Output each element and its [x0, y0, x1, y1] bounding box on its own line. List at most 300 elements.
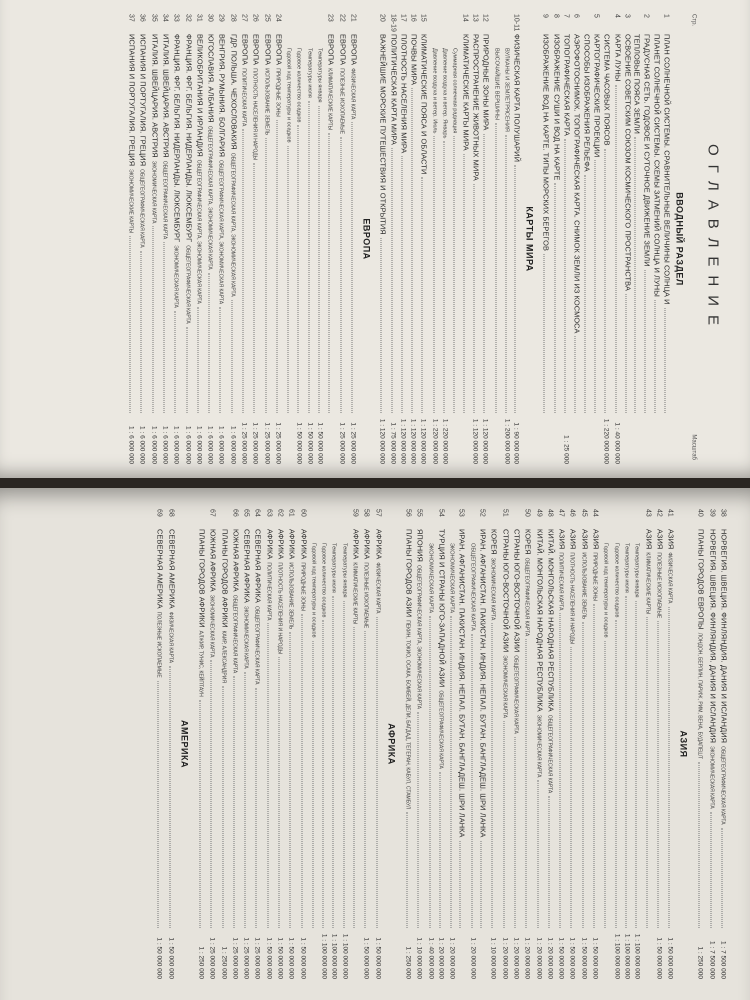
dot-leader	[571, 647, 577, 928]
dot-leader	[163, 242, 169, 413]
map-scale: 1 : 220 000 000	[441, 418, 449, 464]
toc-entry	[601, 14, 611, 464]
page-number: 13	[471, 14, 479, 22]
dot-leader	[323, 620, 329, 928]
page-number: 64	[253, 509, 261, 517]
toc-entry	[308, 509, 318, 979]
entry-subtitle: ФИЗИЧЕСКАЯ КАРТА	[374, 562, 381, 614]
map-scale: 1 : 220 000 000	[431, 418, 439, 464]
dot-leader	[451, 616, 457, 928]
map-scale: 1 : 120 000 000	[481, 418, 489, 464]
entry-title: ПЛОТНОСТЬ НАСЕЛЕНИЯ МИРА	[399, 34, 409, 154]
toc-entry	[325, 14, 336, 464]
entry-title: АЗИЯ	[655, 529, 665, 550]
dot-leader	[654, 300, 660, 413]
page-number: 68	[167, 509, 175, 517]
page-number: 29	[217, 14, 225, 22]
map-scale: 1 : 250 000	[197, 946, 205, 979]
dot-leader	[343, 601, 349, 928]
entry-subtitle: ПОЛЕЗНЫЕ ИСКОПАЕМЫЕ	[155, 611, 162, 678]
entry-title: ВАЖНЕЙШИЕ МОРСКИЕ ПУТЕШЕСТВИЯ И ОТКРЫТИЯ	[378, 34, 388, 235]
page-number: 32	[184, 14, 192, 22]
toc-entry	[460, 14, 470, 464]
toc-entry	[661, 14, 671, 464]
dot-leader	[433, 136, 439, 413]
column-headers	[691, 14, 697, 464]
dot-leader	[381, 238, 387, 413]
dot-leader	[308, 101, 314, 413]
entry-title: ЭКОНОМИЧЕСКАЯ КАРТА	[427, 543, 434, 614]
entry-title: СЕВЕРНАЯ АМЕРИКА	[167, 529, 177, 609]
entry-subtitle: ПРИРОДНЫЕ ЗОНЫ	[274, 68, 281, 117]
entry-title: Температуры июля	[623, 543, 630, 593]
entry-title: ЕВРОПА	[240, 34, 250, 66]
dot-leader	[211, 660, 217, 928]
dot-leader	[233, 676, 239, 928]
dot-leader	[245, 672, 251, 928]
entry-title: АФРИКА	[374, 529, 384, 560]
entry-title: АЗИЯ	[591, 529, 601, 550]
page-number: 21	[349, 14, 357, 22]
map-scale: 1 : 120 000 000	[399, 418, 407, 464]
entry-title: ФРАНЦИЯ. ФРГ. БЕЛЬГИЯ. НИДЕРЛАНДЫ. ЛЮКСЕМБУРГ	[172, 34, 182, 243]
entry-subtitle: ОБЩЕГЕОГРАФИЧЕСКАЯ КАРТА	[437, 690, 444, 769]
dot-leader	[351, 122, 357, 413]
page-number: 59	[351, 509, 359, 517]
page-number: 22	[338, 14, 346, 22]
dot-leader	[665, 308, 671, 413]
entry-subtitle: ЛОНДОН, БЕРЛИН, ПАРИЖ, РИМ, ВЕНА, БУДАПЕШТ	[696, 632, 703, 759]
section-heading: ВВОДНЫЙ РАЗДЕЛ	[674, 192, 685, 286]
page-number: 12	[481, 14, 489, 22]
toc-entry	[240, 509, 251, 979]
entry-title: АЗИЯ	[557, 529, 567, 550]
map-scale: 1 : 50 000 000	[568, 937, 576, 979]
page-number: 30	[206, 14, 214, 22]
entry-title: ПЛАНЫ ГОРОДОВ АФРИКИ	[220, 529, 230, 628]
entry-title: ЕВРОПА	[338, 34, 348, 66]
entry-title: КАРТА ЛУНЫ	[613, 34, 623, 82]
dot-leader	[298, 125, 304, 413]
entry-title: ИРАН. АФГАНИСТАН. ПАКИСТАН. ИНДИЯ. НЕПАЛ. БУТАН. БАНГЛАДЕШ. ШРИ ЛАНКА	[478, 529, 488, 838]
entry-subtitle: ПОЛЕЗНЫЕ ИСКОПАЕМЫЕ	[655, 552, 662, 619]
page-number: 67	[208, 509, 216, 517]
page-title: ОГЛАВЛЕНИЕ	[704, 143, 722, 335]
page-number: 66	[231, 509, 239, 517]
entry-title: СЕВЕРНАЯ АМЕРИКА	[155, 529, 165, 609]
page-number: 54	[437, 509, 445, 517]
toc-entry	[408, 14, 418, 464]
toc-entry	[521, 509, 532, 979]
map-scale: 1 : 25 000	[562, 435, 570, 464]
toc-entry	[622, 14, 632, 464]
map-scale: 1 : 40 000 000	[427, 937, 435, 979]
map-scale: 1 : 20 000 000	[437, 937, 445, 979]
map-scale: 1 : 50 000 000	[287, 937, 295, 979]
page-number: 37	[127, 14, 135, 22]
entry-title: Температуры января	[633, 543, 640, 598]
dot-leader	[412, 88, 418, 413]
entry-subtitle: ОБЩЕГЕОГРАФИЧЕСКАЯ КАРТА	[231, 594, 238, 674]
toc-entry	[601, 509, 611, 979]
map-scale: 1 : 7 500 000	[719, 941, 727, 979]
left-page	[0, 0, 750, 478]
toc-entry	[533, 509, 544, 979]
toc-entry	[480, 14, 490, 464]
map-scale: 1 : 50 000 000	[374, 937, 382, 979]
entry-title: ЭКОНОМИЧЕСКАЯ КАРТА	[448, 543, 455, 614]
dot-leader	[429, 616, 435, 928]
dot-leader	[537, 780, 543, 928]
dot-leader	[710, 812, 716, 928]
page-number: 16	[409, 14, 417, 22]
page-number: 62	[276, 509, 284, 517]
entry-title: Суммарная солнечная радиация	[451, 48, 458, 134]
right-page-content	[18, 509, 733, 979]
page-number: 40	[696, 509, 704, 517]
entry-subtitle: АЛЖИР, ТУНИС, КЕЙПТАУН	[197, 630, 204, 697]
map-scale: 1 : 25 000 000	[349, 422, 357, 464]
map-scale: 1 : 10 000 000	[489, 937, 497, 979]
page-number: 65	[242, 509, 250, 517]
section-heading: ЕВРОПА	[361, 218, 372, 260]
entry-title: СТРАНЫ ЮГО-ВОСТОЧНОЙ АЗИИ	[501, 529, 511, 653]
dot-leader	[548, 796, 554, 928]
map-scale: 1 : 50 000 000	[557, 937, 565, 979]
map-scale: 1 : 250 000	[220, 946, 228, 979]
entry-title: ПЛАНЫ ГОРОДОВ АЗИИ	[404, 529, 414, 618]
dot-leader	[439, 772, 445, 928]
map-scale: 1 : 6 000 000	[206, 426, 214, 464]
map-scale: 1 : 50 000 000	[299, 937, 307, 979]
entry-title: ПЛАНЕТ СОЛНЕЧНОЙ СИСТЕМЫ. СХЕМЫ ЗАТМЕНИЙ СОЛНЦА И ЛУНЫ	[652, 34, 662, 297]
entry-title: ИРАН. АФГАНИСТАН. ПАКИСТАН. ИНДИЯ. НЕПАЛ. БУТАН. БАНГЛАДЕШ. ШРИ ЛАНКА	[457, 529, 467, 838]
map-scale: 1 : 25 000 000	[231, 937, 239, 979]
toc-entry	[470, 14, 480, 464]
entry-subtitle: ПЛОТНОСТЬ НАСЕЛЕНИЯ И НАРОДЫ	[251, 68, 258, 161]
map-scale: 1 : 50 000 000	[362, 937, 370, 979]
dot-leader	[391, 148, 397, 413]
toc-entry	[252, 509, 263, 979]
entry-title: СПОСОБЫ ИЗОБРАЖЕНИЯ РЕЛЬЕФА	[582, 34, 592, 172]
dot-leader	[256, 688, 262, 928]
toc-entry	[501, 14, 511, 464]
dot-leader	[243, 129, 249, 413]
page-number: 53	[457, 509, 465, 517]
toc-entry	[591, 14, 601, 464]
map-scale: 1 : 75 000 000	[389, 422, 397, 464]
toc-entry	[413, 509, 424, 979]
toc-entry	[182, 14, 193, 464]
dot-leader	[605, 149, 611, 413]
entry-title: АЗИЯ	[580, 529, 590, 550]
toc-entry	[488, 509, 499, 979]
dot-leader	[209, 273, 215, 413]
dot-leader	[333, 596, 339, 928]
toc-entry	[206, 509, 217, 979]
entry-subtitle: ФИЗИЧЕСКАЯ КАРТА	[167, 611, 174, 663]
dot-leader	[560, 613, 566, 928]
map-scale: 1 : 250 000	[404, 946, 412, 979]
map-scale: 1 : 50 000 000	[316, 422, 324, 464]
dot-leader	[231, 300, 237, 413]
entry-title: АЗИЯ	[666, 529, 676, 550]
dot-leader	[473, 184, 479, 413]
page-number: 10-11	[512, 14, 520, 32]
entry-subtitle: ОБЩЕГЕОГРАФИЧЕСКАЯ КАРТА	[719, 746, 726, 825]
dot-leader	[526, 639, 532, 928]
toc-entry	[329, 509, 339, 979]
entry-title: ЕВРОПА	[251, 34, 261, 66]
entry-title: ЕВРОПА	[263, 34, 273, 66]
map-scale: 1 : 6 000 000	[161, 426, 169, 464]
entry-title: ИСПАНИЯ И ПОРТУГАЛИЯ. ГРЕЦИЯ	[127, 34, 137, 167]
entry-title: ЯПОНИЯ	[415, 529, 425, 562]
entry-subtitle: ОБЩЕГЕОГРАФИЧЕСКАЯ КАРТА	[512, 655, 519, 734]
entry-title: НОРВЕГИЯ. ШВЕЦИЯ. ФИНЛЯНДИЯ. ДАНИЯ И ИСЛАНДИЯ	[708, 529, 718, 744]
map-scale: 1 : 6 000 000	[127, 426, 135, 464]
toc-entry	[491, 14, 501, 464]
entry-title: Температуры июля	[331, 543, 337, 593]
toc-entry	[621, 509, 631, 979]
toc-entry	[589, 509, 600, 979]
entry-title: КЛИМАТИЧЕСКИЕ ПОЯСА И ОБЛАСТИ	[419, 34, 429, 175]
entry-title: Годовое количество осадков	[320, 543, 327, 618]
dot-leader	[158, 681, 164, 928]
toc-entry	[567, 509, 578, 979]
toc-entry	[125, 14, 136, 464]
toc-entry	[272, 14, 283, 464]
dot-leader	[454, 136, 460, 413]
toc-entry	[435, 509, 446, 979]
entry-title: ОБЩЕГЕОГРАФИЧЕСКАЯ КАРТА	[469, 543, 476, 631]
dot-leader	[615, 85, 621, 413]
page-number: 4	[613, 14, 621, 18]
entry-title: ПЛАН СОЛНЕЧНОЙ СИСТЕМЫ. СРАВНИТЕЛЬНЫЕ ВЕЛИЧИНЫ СОЛНЦА И	[662, 34, 672, 305]
entry-subtitle: ЭКОНОМИЧЕСКАЯ КАРТА	[708, 746, 715, 809]
entry-subtitle: ПОЛЕЗНЫЕ ИСКОПАЕМЫЕ	[338, 68, 345, 135]
section-heading: АМЕРИКА	[179, 720, 190, 768]
dot-leader	[471, 634, 477, 928]
entry-title: ЕВРОПА	[326, 34, 336, 66]
entry-title: ИЗОБРАЖЕНИЕ ВОД НА КАРТЕ. ТИПЫ МОРСКИХ БЕРЕГОВ	[541, 34, 551, 251]
entry-title: ФРАНЦИЯ. ФРГ. БЕЛЬГИЯ. НИДЕРЛАНДЫ. ЛЮКСЕМБУРГ	[184, 34, 194, 243]
map-scale: 1 : 120 000 000	[378, 418, 386, 464]
dot-leader	[657, 621, 663, 928]
page-number: 15	[419, 14, 427, 22]
page-number: 31	[195, 14, 203, 22]
entry-title: ВЕЛИКОБРИТАНИЯ И ИРЛАНДИЯ	[195, 34, 205, 157]
map-scale: 1 : 7 500 000	[708, 941, 716, 979]
toc-entry	[349, 509, 360, 979]
dot-leader	[594, 160, 600, 413]
page-number: 63	[265, 509, 273, 517]
entry-subtitle: ПОЛИТИЧЕСКАЯ КАРТА	[265, 562, 272, 621]
dot-leader	[699, 762, 705, 928]
dot-leader	[276, 120, 282, 413]
dot-leader	[646, 617, 652, 928]
toc-entry	[263, 509, 274, 979]
dot-leader	[222, 686, 228, 928]
dot-leader	[418, 712, 424, 928]
map-scale: 1 : 20 000 000	[512, 937, 520, 979]
dot-leader	[406, 812, 412, 928]
dot-leader	[584, 175, 590, 413]
toc-entry	[314, 14, 324, 464]
dot-leader	[503, 721, 509, 928]
dot-leader	[220, 307, 226, 413]
dot-leader	[376, 617, 382, 928]
map-scale: 1 : 250 000	[696, 946, 704, 979]
dot-leader	[565, 139, 571, 413]
dot-leader	[265, 138, 271, 413]
page-number: 28	[229, 14, 237, 22]
section-spacer	[729, 509, 733, 979]
map-scale: 1 : 50 000 000	[276, 937, 284, 979]
dot-leader	[495, 123, 501, 413]
page-number: 48	[546, 509, 554, 517]
toc-entry	[154, 509, 165, 979]
map-scale: 1 : 6 000 000	[172, 426, 180, 464]
dot-leader	[444, 141, 450, 413]
toc-entry	[510, 509, 521, 979]
toc-entry	[318, 509, 328, 979]
entry-subtitle: ОБЩЕГЕОГРАФИЧЕСКАЯ КАРТА	[161, 160, 168, 240]
page-number: 42	[655, 509, 663, 517]
dot-leader	[460, 841, 466, 928]
dot-leader	[505, 135, 511, 413]
toc-entry	[274, 509, 285, 979]
toc-entry	[457, 509, 467, 979]
page-number: 41	[666, 509, 674, 517]
dot-leader	[401, 156, 407, 413]
map-scale: 1 : 100 000 000	[613, 933, 621, 979]
page-number: 58	[362, 509, 370, 517]
toc-entry	[653, 509, 664, 979]
dot-leader	[481, 841, 487, 928]
entry-subtitle: ОБЩЕГЕОГРАФИЧЕСКАЯ КАРТА, ЭКОНОМИЧЕСКАЯ КАРТА	[217, 160, 224, 305]
map-scale: 1 : 200 000 000	[503, 418, 511, 464]
entry-title: СИСТЕМА ЧАСОВЫХ ПОЯСОВ	[602, 34, 612, 146]
toc-entry	[561, 14, 571, 464]
map-scale: 1 : 50 000 000	[155, 937, 163, 979]
dot-leader	[492, 623, 498, 928]
dot-leader	[636, 601, 642, 928]
entry-title: ГДР. ПОЛЬША. ЧЕХОСЛОВАКИЯ	[229, 34, 239, 150]
toc-entry	[372, 509, 383, 979]
toc-entry	[388, 14, 398, 464]
entry-subtitle: ПЛОТНОСТЬ НАСЕЛЕНИЯ И НАРОДЫ	[276, 562, 283, 655]
scale-column-header: Масштаб	[690, 434, 697, 460]
dot-leader	[267, 623, 273, 928]
toc-entry	[238, 14, 249, 464]
entry-title: СЕВЕРНАЯ АФРИКА	[242, 529, 252, 603]
map-scale: 1 : 50 000 000	[591, 937, 599, 979]
toc-entry	[204, 14, 215, 464]
entry-title: АФРИКА	[362, 529, 372, 560]
toc-entry	[425, 509, 435, 979]
page-number: 17	[399, 14, 407, 22]
map-scale: 1 : 120 000 000	[409, 418, 417, 464]
entry-title: Давление воздуха и ветер. Январь	[441, 48, 448, 139]
toc-entry	[551, 14, 561, 464]
page-number: 24	[274, 14, 282, 22]
dot-leader	[312, 641, 318, 928]
map-scale: 1 : 50 000 000	[580, 937, 588, 979]
entry-title: ИТАЛИЯ. ШВЕЙЦАРИЯ. АВСТРИЯ	[150, 34, 160, 158]
toc-entry	[297, 509, 308, 979]
map-scale: 1 : 20 000 000	[523, 937, 531, 979]
toc-entry	[439, 14, 449, 464]
entry-subtitle: КЛИМАТИЧЕСКИЕ КАРТЫ	[326, 68, 333, 131]
page-number: 6	[572, 14, 580, 18]
dot-leader	[254, 163, 260, 413]
entry-title: ПОЛИТИЧЕСКАЯ КАРТА МИРА	[389, 34, 399, 145]
dot-leader	[197, 307, 203, 413]
entry-subtitle: ЭКОНОМИЧЕСКАЯ КАРТА	[501, 655, 508, 718]
map-scale: 1 : 100 000 000	[623, 933, 631, 979]
toc-entry	[398, 14, 408, 464]
page-number: 69	[155, 509, 163, 517]
entry-subtitle: ОБЩЕГЕОГРАФИЧЕСКАЯ КАРТА, ЭКОНОМИЧЕСКАЯ КАРТА	[415, 565, 422, 709]
dot-leader	[130, 236, 136, 413]
page-number: 14	[461, 14, 469, 22]
page-number: 18-19	[389, 14, 397, 32]
entry-subtitle: ЭКОНОМИЧЕСКАЯ КАРТА	[242, 606, 249, 669]
page-number: 1	[662, 14, 670, 18]
entry-title: ПЛАНЫ ГОРОДОВ АФРИКИ	[197, 529, 207, 628]
toc-entry	[706, 509, 717, 979]
entry-title: КОРЕЯ	[489, 529, 499, 555]
map-scale: 1 : 220 000 000	[602, 418, 610, 464]
entry-title: Температуры января	[316, 48, 323, 103]
dot-leader	[635, 137, 641, 413]
page-column-header: Стр.	[690, 14, 697, 27]
entry-subtitle: ОБЩЕГЕОГРАФИЧЕСКАЯ КАРТА	[184, 245, 191, 324]
map-scale: 1 : 6 000 000	[138, 426, 146, 464]
toc-entry	[631, 509, 641, 979]
dot-leader	[152, 226, 158, 413]
dot-leader	[175, 311, 181, 413]
map-scale: 1 : 120 000 000	[471, 418, 479, 464]
dot-leader	[354, 627, 360, 928]
entry-title: АЗИЯ	[568, 529, 578, 550]
entry-title: Годовое количество осадков	[296, 48, 302, 123]
toc-entry	[165, 509, 176, 979]
entry-subtitle: ИСПОЛЬЗОВАНИЕ ЗЕМЕЛЬ	[580, 552, 587, 620]
page-number: 46	[568, 509, 576, 517]
toc-entry	[250, 14, 261, 464]
map-scale: 1 : 20 000 000	[546, 937, 554, 979]
right-page	[0, 488, 750, 1000]
page-number: 44	[591, 509, 599, 517]
dot-leader	[463, 154, 469, 413]
entry-title: АФРИКА	[299, 529, 309, 560]
page-number: 57	[374, 509, 382, 517]
entry-subtitle: ЭКОНОМИЧЕСКАЯ КАРТА	[150, 160, 157, 224]
page-number: 27	[240, 14, 248, 22]
toc-entry	[582, 14, 591, 464]
toc-entry	[499, 509, 510, 979]
entry-title: Температуры июля	[306, 48, 313, 98]
entry-subtitle: ПЕКИН, ТОКИО, ОСАКА, БОМБЕЙ, ДЕЛИ, БАГДАД, ТЕГЕРАН, КАБУЛ, СТАМБУЛ	[404, 620, 411, 810]
entry-title: Давление воздуха и ветер. Июль	[431, 48, 438, 134]
entry-title: ЮЖНАЯ АФРИКА	[208, 529, 218, 592]
toc-entry	[261, 14, 272, 464]
dot-leader	[625, 294, 631, 413]
toc-entry	[612, 14, 622, 464]
map-scale: 1 : 50 000 000	[306, 422, 314, 464]
